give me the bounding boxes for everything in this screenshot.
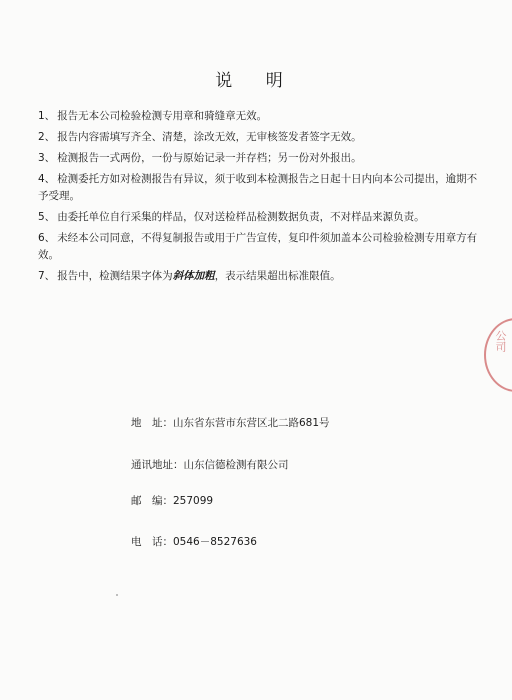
note-number: 7、: [38, 270, 56, 282]
note-item: [38, 150, 478, 167]
postcode-row: [131, 493, 213, 508]
address-value: 山东省东营市东营区北二路681号: [173, 417, 330, 429]
scan-speck: [116, 594, 118, 596]
mail-address-value: 山东信德检测有限公司: [183, 459, 289, 471]
note-text: 由委托单位自行采集的样品，仅对送检样品检测数据负责，不对样品来源负责。: [57, 211, 425, 223]
note-number: 4、: [38, 173, 56, 185]
note-number: 2、: [38, 131, 56, 143]
postcode-label: 邮 编：: [131, 495, 173, 507]
note-text: 报告无本公司检验检测专用章和骑缝章无效。: [57, 110, 268, 122]
note-item: [38, 108, 478, 125]
note-text: 未经本公司同意，不得复制报告或用于广告宣传，复印件须加盖本公司检验检测专用章方有效。: [38, 232, 478, 261]
postcode-value: 257099: [173, 495, 214, 507]
note-number: 3、: [38, 152, 56, 164]
note-text: 报告内容需填写齐全、清楚，涂改无效，无审核签发者签字无效。: [57, 131, 362, 143]
note-text: 检测报告一式两份，一份与原始记录一并存档；另一份对外报出。: [57, 152, 362, 164]
note-text: 报告中，检测结果字体为: [57, 270, 173, 282]
stamp-seal-text: 公司: [494, 330, 507, 352]
mail-address-label: 通讯地址：: [131, 459, 184, 471]
note-text: 检测委托方如对检测报告有异议，须于收到本检测报告之日起十日内向本公司提出，逾期不予受理。: [38, 173, 478, 202]
note-number: 5、: [38, 211, 56, 223]
phone-row: [131, 534, 257, 549]
note-item: [38, 129, 478, 146]
notes-list: [38, 108, 478, 289]
note-text: ，表示结果超出标准限值。: [214, 270, 341, 282]
phone-label: 电 话：: [131, 536, 173, 548]
note-item: [38, 171, 478, 205]
address-label: 地 址：: [131, 417, 173, 429]
mail-address-row: [131, 457, 289, 472]
phone-value: 0546－8527636: [173, 536, 257, 548]
note-emphasis: 斜体加粗: [172, 270, 215, 282]
address-row: [131, 415, 330, 430]
page-title: 说 明: [215, 71, 297, 91]
note-number: 6、: [38, 232, 56, 244]
note-item: [38, 230, 478, 264]
note-number: 1、: [38, 110, 56, 122]
note-item: [38, 209, 478, 226]
note-item: [38, 268, 478, 285]
